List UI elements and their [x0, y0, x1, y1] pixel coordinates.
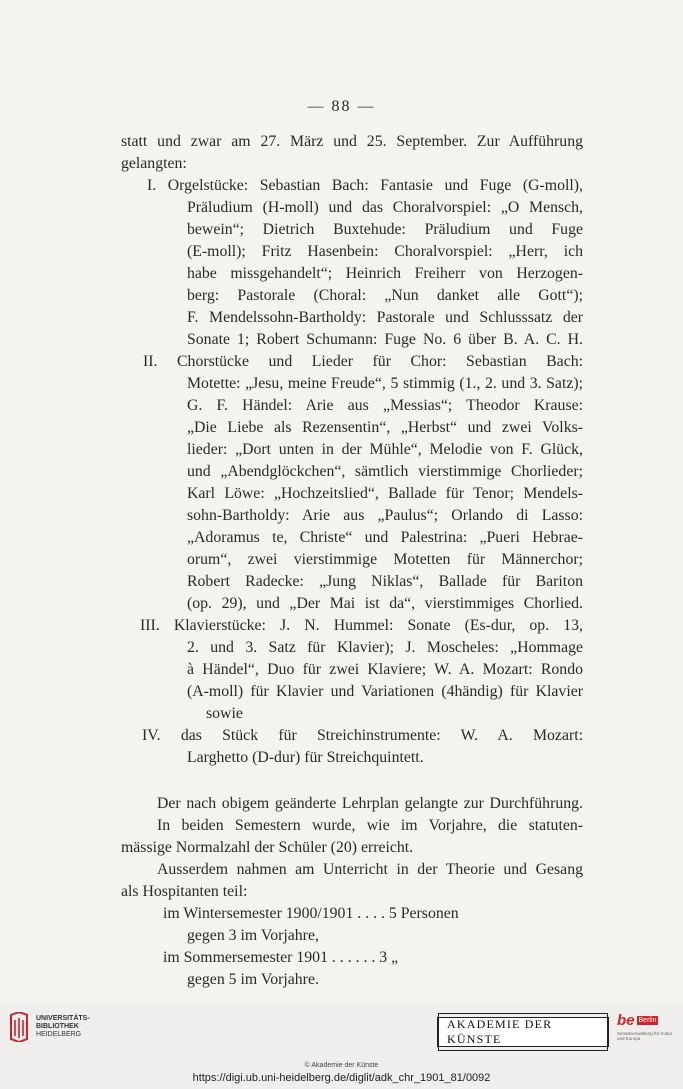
text-line: statt und zwar am 27. März und 25. September. Zur Aufführung: [121, 133, 583, 150]
text-line: à Händel“, Duo für zwei Klaviere; W. A. Mozart: Rondo: [187, 661, 583, 678]
text-line: Präludium (H-moll) und das Choralvorspiel: „O Mensch,: [187, 199, 583, 216]
text-line: gegen 3 im Vorjahre,: [187, 927, 319, 944]
library-name-line: HEIDELBERG: [36, 1031, 82, 1038]
text-line: orum“, zwei vierstimmige Motetten für Männerchor;: [187, 551, 583, 568]
text-line: Robert Radecke: „Jung Niklas“, Ballade für Bariton: [187, 573, 583, 590]
library-name-line: BIBLIOTHEK: [36, 1023, 79, 1030]
text-line: Ausserdem nahmen am Unterricht in der Theorie und Gesang: [157, 861, 583, 878]
text-line: berg: Pastorale (Choral: „Nun danket alle Gott“);: [187, 287, 583, 304]
text-line: „Adoramus te, Christe“ und Palestrina: „Pueri Hebrae-: [187, 529, 583, 546]
text-line: „Die Liebe als Rezensentin“, „Herbst“ und zwei Volks-: [187, 419, 583, 436]
text-line: sowie: [206, 705, 243, 722]
text-line: Sonate 1; Robert Schumann: Fuge No. 6 über B. A. C. H.: [187, 331, 583, 348]
text-line: (A-moll) für Klavier und Variationen (4händig) für Klavier: [187, 683, 583, 700]
berlin-be-mark: be: [617, 1012, 635, 1029]
text-line: II. Chorstücke und Lieder für Chor: Sebastian Bach:: [143, 353, 583, 370]
text-line: (E-moll); Fritz Hasenbein: Choralvorspiel: „Herr, ich: [187, 243, 583, 260]
text-line: Der nach obigem geänderte Lehrplan gelangte zur Durchführung.: [157, 795, 583, 812]
text-line: habe missgehandelt“; Heinrich Freiherr von Herzogen-: [187, 265, 583, 282]
library-name-line: UNIVERSITÄTS-: [36, 1015, 90, 1022]
berlin-subtitle: Senatsverwaltung für Kultur und Europa: [617, 1031, 673, 1041]
text-line: sohn-Bartholdy: Arie aus „Paulus“; Orlando di Lasso:: [187, 507, 583, 524]
akademie-label: AKADEMIE DER KÜNSTE: [438, 1013, 608, 1051]
text-line: lieder: „Dort unten in der Mühle“, Melodie von F. Glück,: [187, 441, 583, 458]
text-line: I. Orgelstücke: Sebastian Bach: Fantasie und Fuge (G-moll),: [147, 177, 583, 194]
text-line: (op. 29), und „Der Mai ist da“, vierstimmiges Chorlied.: [187, 595, 583, 612]
text-line: G. F. Händel: Arie aus „Messias“; Theodor Krause:: [187, 397, 583, 414]
text-line: im Wintersemester 1900/1901 . . . . 5 Personen: [163, 905, 459, 922]
text-line: und „Abendglöckchen“, sämtlich vierstimmige Chorlieder;: [187, 463, 583, 480]
text-line: Motette: „Jesu, meine Freude“, 5 stimmig (1., 2. und 3. Satz);: [187, 375, 583, 392]
permalink-url[interactable]: https://digi.ub.uni-heidelberg.de/diglit/adk_chr_1901_81/0092: [192, 1072, 491, 1084]
page-number: — 88 —: [307, 98, 376, 115]
text-line: bewein“; Dietrich Buxtehude: Präludium und Fuge: [187, 221, 583, 238]
text-line: im Sommersemester 1901 . . . . . . 3 „: [163, 949, 399, 966]
text-line: F. Mendelssohn-Bartholdy: Pastorale und Schlusssatz der: [187, 309, 583, 326]
berlin-logo[interactable]: [617, 1012, 673, 1048]
text-line: IV. das Stück für Streichinstrumente: W. A. Mozart:: [142, 727, 583, 744]
text-line: gelangten:: [121, 155, 187, 172]
berlin-box: Berlin: [638, 1017, 657, 1024]
library-logo[interactable]: [8, 1012, 90, 1042]
text-line: gegen 5 im Vorjahre.: [187, 971, 319, 988]
text-line: 2. und 3. Satz für Klavier); J. Moscheles: „Hommage: [187, 639, 583, 656]
text-line: als Hospitanten teil:: [121, 883, 248, 900]
text-line: III. Klavierstücke: J. N. Hummel: Sonate (Es-dur, op. 13,: [140, 617, 583, 634]
akademie-logo[interactable]: [437, 1017, 609, 1047]
text-line: Larghetto (D-dur) für Streichquintett.: [187, 749, 424, 766]
text-line: Karl Löwe: „Hochzeitslied“, Ballade für Tenor; Mendels-: [187, 485, 583, 502]
text-line: mässige Normalzahl der Schüler (20) erreicht.: [121, 839, 414, 856]
library-emblem-icon: [8, 1012, 30, 1042]
copyright-notice: © Akademie der Künste: [304, 1062, 379, 1069]
text-line: In beiden Semestern wurde, wie im Vorjahre, die statuten-: [157, 817, 583, 834]
